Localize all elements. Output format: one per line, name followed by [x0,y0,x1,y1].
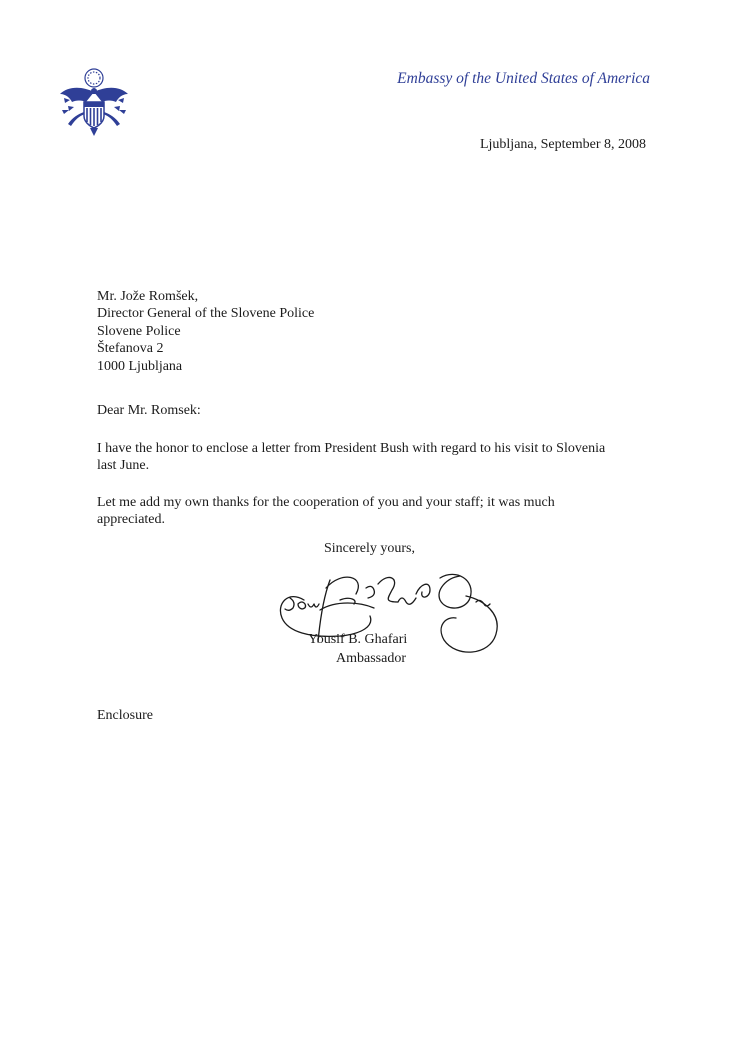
salutation: Dear Mr. Romsek: [97,403,201,418]
embassy-letterhead: Embassy of the United States of America [397,70,650,87]
enclosure-note: Enclosure [97,708,153,723]
recipient-title: Director General of the Slovene Police [97,306,315,322]
body-paragraph: I have the honor to enclose a letter from President Bush with regard to his visit to Slovenia last June. [97,441,606,474]
us-great-seal-icon [54,64,134,144]
signer-title: Ambassador [336,651,406,666]
body-paragraph: Let me add my own thanks for the cooperation of you and your staff; it was much appreciated. [97,495,555,528]
date-line: Ljubljana, September 8, 2008 [479,137,646,152]
closing: Sincerely yours, [324,541,415,556]
recipient-city: 1000 Ljubljana [97,358,183,374]
recipient-organization: Slovene Police [97,323,181,339]
signer-name: Yousif B. Ghafari [308,632,408,647]
recipient-name: Mr. Jože Romšek, [97,289,199,304]
recipient-address [97,288,314,375]
recipient-street: Štefanova 2 [97,341,164,357]
handwritten-signature [270,560,510,665]
